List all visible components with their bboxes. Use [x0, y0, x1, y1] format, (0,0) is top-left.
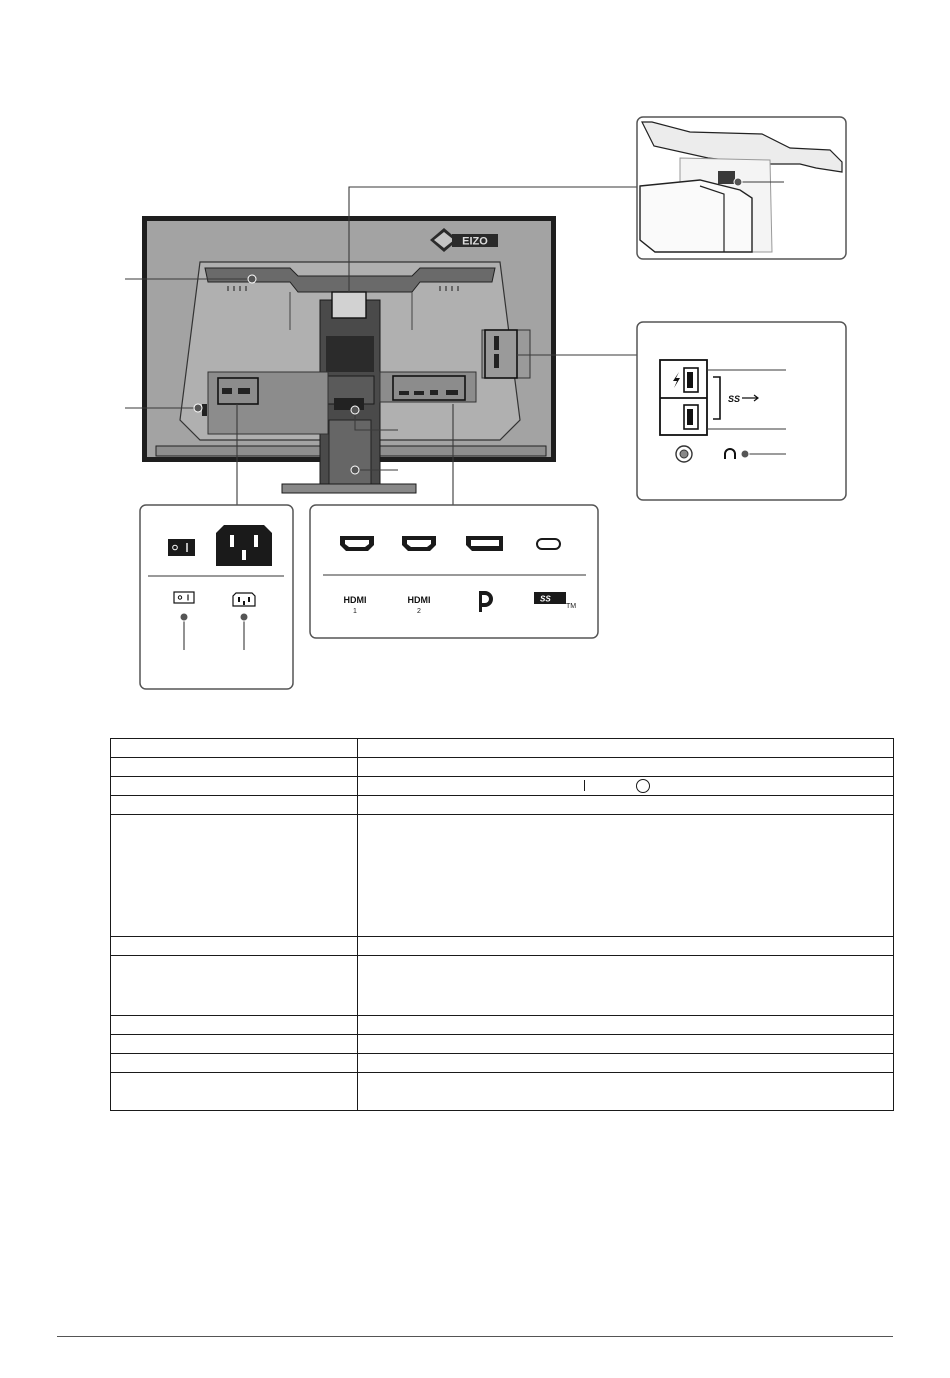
table-row — [111, 777, 894, 796]
divider-mark — [584, 780, 585, 791]
table-cell — [111, 1035, 358, 1054]
table-cell — [111, 758, 358, 777]
table-cell — [358, 1035, 894, 1054]
table-row — [111, 1035, 894, 1054]
table-cell — [111, 1016, 358, 1035]
table-cell — [111, 1073, 358, 1111]
table-row — [111, 1054, 894, 1073]
table-row — [111, 758, 894, 777]
table-cell — [358, 1016, 894, 1035]
hdmi-2-logo: HDMI — [407, 595, 431, 605]
table-row — [111, 1016, 894, 1035]
hdmi-1-logo: HDMI — [343, 595, 367, 605]
superspeed-usb-icon: SS — [728, 394, 741, 404]
table-cell — [358, 1054, 894, 1073]
table-cell — [358, 758, 894, 777]
zoom-panel-top — [637, 117, 846, 259]
table-cell — [111, 739, 358, 758]
table-row — [111, 956, 894, 1016]
usb-c-superspeed-logo-text: SS — [540, 594, 551, 604]
usb-c-port-icon — [537, 539, 560, 549]
eizo-logo-text: EIZO — [462, 235, 488, 248]
table-row — [111, 937, 894, 956]
power-panel — [140, 505, 293, 689]
table-cell — [358, 1073, 894, 1111]
circle-mark-icon — [636, 779, 650, 793]
table-row — [111, 1073, 894, 1111]
table-cell — [358, 815, 894, 937]
table-cell — [358, 796, 894, 815]
table-cell — [358, 937, 894, 956]
hdmi-1-label: 1 — [353, 608, 357, 615]
table-cell — [358, 777, 894, 796]
ports-panel — [310, 505, 598, 638]
spec-table — [110, 738, 894, 1111]
table-cell — [358, 739, 894, 758]
table-cell — [111, 796, 358, 815]
trademark-mark: TM — [566, 603, 577, 610]
table-cell — [111, 937, 358, 956]
hdmi-2-label: 2 — [417, 608, 421, 615]
table-row — [111, 796, 894, 815]
table-cell — [358, 956, 894, 1016]
table-cell — [111, 956, 358, 1016]
table-cell — [111, 1054, 358, 1073]
table-cell — [111, 815, 358, 937]
power-switch-icon — [168, 539, 195, 556]
footer-rule — [57, 1336, 893, 1337]
usb-panel — [637, 322, 846, 500]
table-row — [111, 815, 894, 937]
table-cell — [111, 777, 358, 796]
table-row — [111, 739, 894, 758]
